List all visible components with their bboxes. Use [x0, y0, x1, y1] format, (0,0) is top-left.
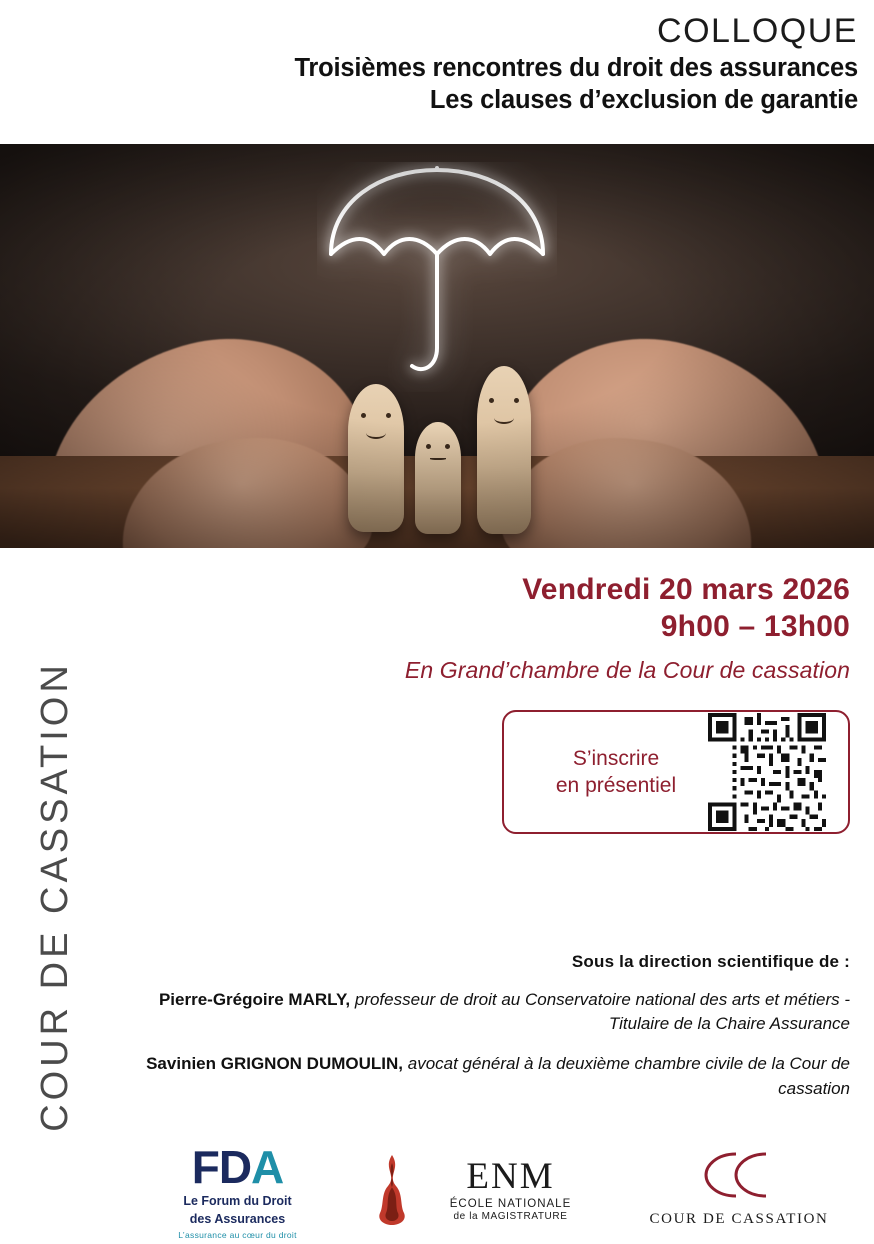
scientific-director-2 — [110, 1052, 850, 1100]
logo-cour-de-cassation — [642, 1144, 837, 1236]
director-1-name: Pierre-Grégoire MARLY, — [158, 990, 351, 1010]
qr-code[interactable] — [708, 713, 826, 831]
partner-logos — [110, 1136, 874, 1240]
enm-wordmark — [422, 1158, 600, 1222]
fda-tagline: L’assurance au cœur du droit — [178, 1229, 297, 1240]
kicker-colloque: COLLOQUE — [657, 12, 858, 50]
fda-line-1: Le Forum du Droit — [183, 1194, 292, 1208]
fda-letter-f: F — [191, 1141, 219, 1193]
register-label-line-1: S’inscrire — [572, 746, 660, 770]
event-place: En Grand’chambre de la Cour de cassation — [404, 657, 850, 684]
logo-fda — [148, 1141, 328, 1240]
fda-letter-d: D — [218, 1141, 252, 1193]
director-2-name: Savinien GRIGNON DUMOULIN, — [146, 1054, 404, 1074]
register-button[interactable] — [502, 710, 850, 834]
cc-monogram-icon — [644, 1144, 834, 1206]
fda-letter-a: A — [251, 1141, 284, 1193]
cdc-name: COUR DE CASSATION — [649, 1211, 829, 1227]
page-title-line-1: Troisièmes rencontres du droit des assurances — [294, 53, 858, 82]
fda-monogram — [148, 1141, 328, 1193]
registration-row — [110, 710, 850, 834]
enm-sub-1: ÉCOLE NATIONALE — [449, 1198, 572, 1210]
spine-text: COUR DE CASSATION — [33, 660, 76, 1132]
director-2-role: avocat général à la deuxième chambre civile de la Cour de cassation — [403, 1054, 850, 1098]
fda-line-2: des Assurances — [189, 1212, 286, 1227]
flame-icon — [370, 1153, 414, 1227]
enm-initials: ENM — [466, 1156, 555, 1197]
director-1-role: professeur de droit au Conservatoire national des arts et métiers - Titulaire de la Chaire Assurance — [350, 990, 850, 1034]
register-label-line-2: en présentiel — [555, 774, 677, 798]
event-date-block — [110, 572, 850, 645]
hero-image — [0, 144, 874, 548]
enm-sub-2: de la MAGISTRATURE — [453, 1211, 568, 1222]
event-date: Vendredi 20 mars 2026 — [522, 573, 850, 606]
vertical-institution-label — [0, 548, 110, 1244]
scientific-direction-title: Sous la direction scientifique de : — [571, 952, 850, 972]
poster-header — [0, 0, 874, 144]
scientific-director-1 — [110, 988, 850, 1036]
logo-enm — [370, 1144, 600, 1236]
page-title-line-2: Les clauses d’exclusion de garantie — [429, 86, 858, 115]
event-time: 9h00 – 13h00 — [660, 609, 850, 643]
photo-vignette — [0, 144, 874, 548]
